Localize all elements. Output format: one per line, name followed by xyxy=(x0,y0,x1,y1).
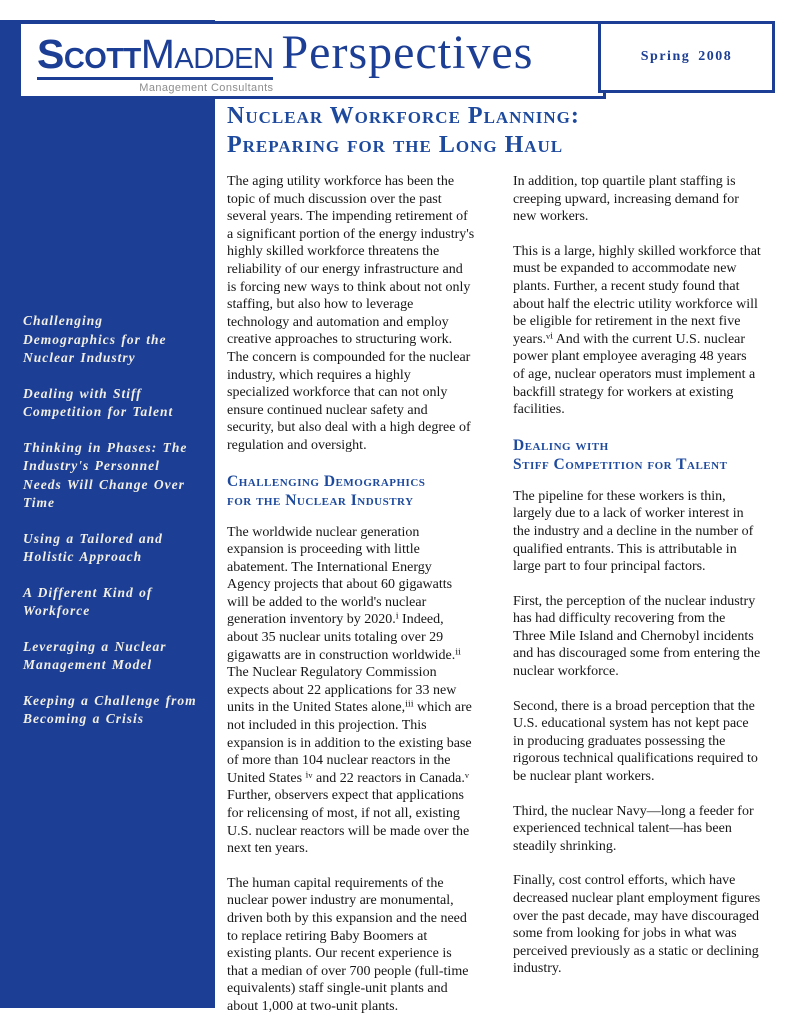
paragraph-worldwide-expansion: The worldwide nuclear generation expansion is proceeding with little abatement. The International Energy Agency projects that about 60 gigawatts will be added to the world's nuclear generation inventory by 2020.ⁱ Indeed, about 35 nuclear units totaling over 29 gigawatts are in construction worldwide.ⁱⁱ The Nuclear Regulatory Commission expects about 22 applications for 33 new units in the United States alone,ⁱⁱⁱ which are not included in this projection. This expansion is in addition to the existing base of more than 104 nuclear reactors in the United States ⁱᵛ and 22 reactors in Canada.ᵛ Further, observers expect that applications for relicensing of most, if not all, existing U.S. nuclear reactors will be made over the next ten years. xyxy=(227,524,472,857)
masthead-title: Perspectives xyxy=(281,26,534,79)
article-title-line2: Preparing for the Long Haul xyxy=(227,132,564,158)
section-heading-line2: Stiff Competition for Talent xyxy=(513,455,728,473)
left-column xyxy=(227,173,475,1024)
sidebar-item-dealing-with-competition: Dealing with Stiff Competition for Talent xyxy=(23,385,174,419)
section-heading-line1: Dealing with xyxy=(513,436,609,454)
paragraph-large-workforce: This is a large, highly skilled workforce that must be expanded to accommodate new plants. Further, a recent study found that about half the electric utility workforce will be eligible for retirement in the next five years.ᵛⁱ And with the current U.S. nuclear power plant employee averaging 48 years of age, nuclear operators must implement a backfill strategy for workers at existing facilities. xyxy=(513,243,761,418)
paragraph-third-factor: Third, the nuclear Navy—long a feeder for experienced technical talent—has been steadily shrinking. xyxy=(513,803,754,854)
right-column xyxy=(513,173,761,1024)
issue-box xyxy=(598,21,775,93)
issue-date: Spring 2008 xyxy=(640,49,733,64)
article-title xyxy=(227,102,769,160)
paragraph-fourth-factor: Finally, cost control efforts, which have decreased nuclear plant employment figures over the past decade, may have discouraged some from looking for jobs in what was perceived previously as a static or declining industry. xyxy=(513,873,761,977)
article-title-line1: Nuclear Workforce Planning: xyxy=(227,103,580,129)
logo-scott: Scott xyxy=(37,31,141,77)
sidebar-item-thinking-in-phases: Thinking in Phases: The Industry's Personnel Needs Will Change Over Time xyxy=(23,439,188,510)
logo-wordmark xyxy=(37,33,273,80)
section-heading-stiff-competition xyxy=(513,436,761,474)
section-heading-line1: Challenging Demographics xyxy=(227,472,426,490)
paragraph-pipeline-thin: The pipeline for these workers is thin, largely due to a lack of worker interest in the industry and a decline in the number of qualified entrants. This is attributable in large part to four principal factors. xyxy=(513,488,754,575)
scottmadden-logo xyxy=(37,33,273,95)
section-heading-line2: for the Nuclear Industry xyxy=(227,491,414,509)
logo-box xyxy=(18,21,606,99)
section-heading-challenging-demographics xyxy=(227,472,475,510)
paragraph-top-quartile: In addition, top quartile plant staffing is creeping upward, increasing demand for new workers. xyxy=(513,174,739,225)
sidebar-item-tailored-holistic-approach: Using a Tailored and Holistic Approach xyxy=(23,530,163,564)
sidebar-toc xyxy=(0,20,215,729)
logo-tagline: Management Consultants xyxy=(139,82,274,95)
sidebar-item-leveraging-nuclear-model: Leveraging a Nuclear Management Model xyxy=(23,638,167,672)
paragraph-first-factor: First, the perception of the nuclear industry has had difficulty recovering from the Three Mile Island and Chernobyl incidents and has discouraged some from entering the nuclear workforce. xyxy=(513,593,761,680)
sidebar-item-different-kind-of-workforce: A Different Kind of Workforce xyxy=(23,584,153,618)
paragraph-intro: The aging utility workforce has been the topic of much discussion over the past several years. The impending retirement of a significant portion of the energy industry's highly skilled workforce threatens the reliability of our energy infrastructure and is forcing new ways to think about not only staffing, but also how to leverage technology and automation and employ creative approaches to structuring work. The concern is compounded for the nuclear industry, which requires a highly specialized workforce that can not only ensure continued nuclear safety and security, but also deal with a high degree of regulation and oversight. xyxy=(227,174,475,453)
sidebar xyxy=(0,20,215,1008)
two-column-body xyxy=(227,173,769,1024)
sidebar-item-challenging-demographics: Challenging Demographics for the Nuclear Industry xyxy=(23,313,167,365)
article xyxy=(227,102,769,1024)
paragraph-second-factor: Second, there is a broad perception that the U.S. educational system has not kept pace in producing graduates possessing the rigorous technical qualifications required to be nuclear plant workers. xyxy=(513,698,758,785)
sidebar-item-keeping-challenge-from-crisis: Keeping a Challenge from Becoming a Crisis xyxy=(23,692,197,726)
paragraph-human-capital: The human capital requirements of the nuclear power industry are monumental, driven both by this expansion and the need to replace retiring Baby Boomers at existing plants. Our recent experience is that a median of over 700 people (full-time equivalents) staff single-unit plants and about 1,000 at two-unit plants. xyxy=(227,875,469,1014)
logo-madden: Madden xyxy=(140,31,274,77)
